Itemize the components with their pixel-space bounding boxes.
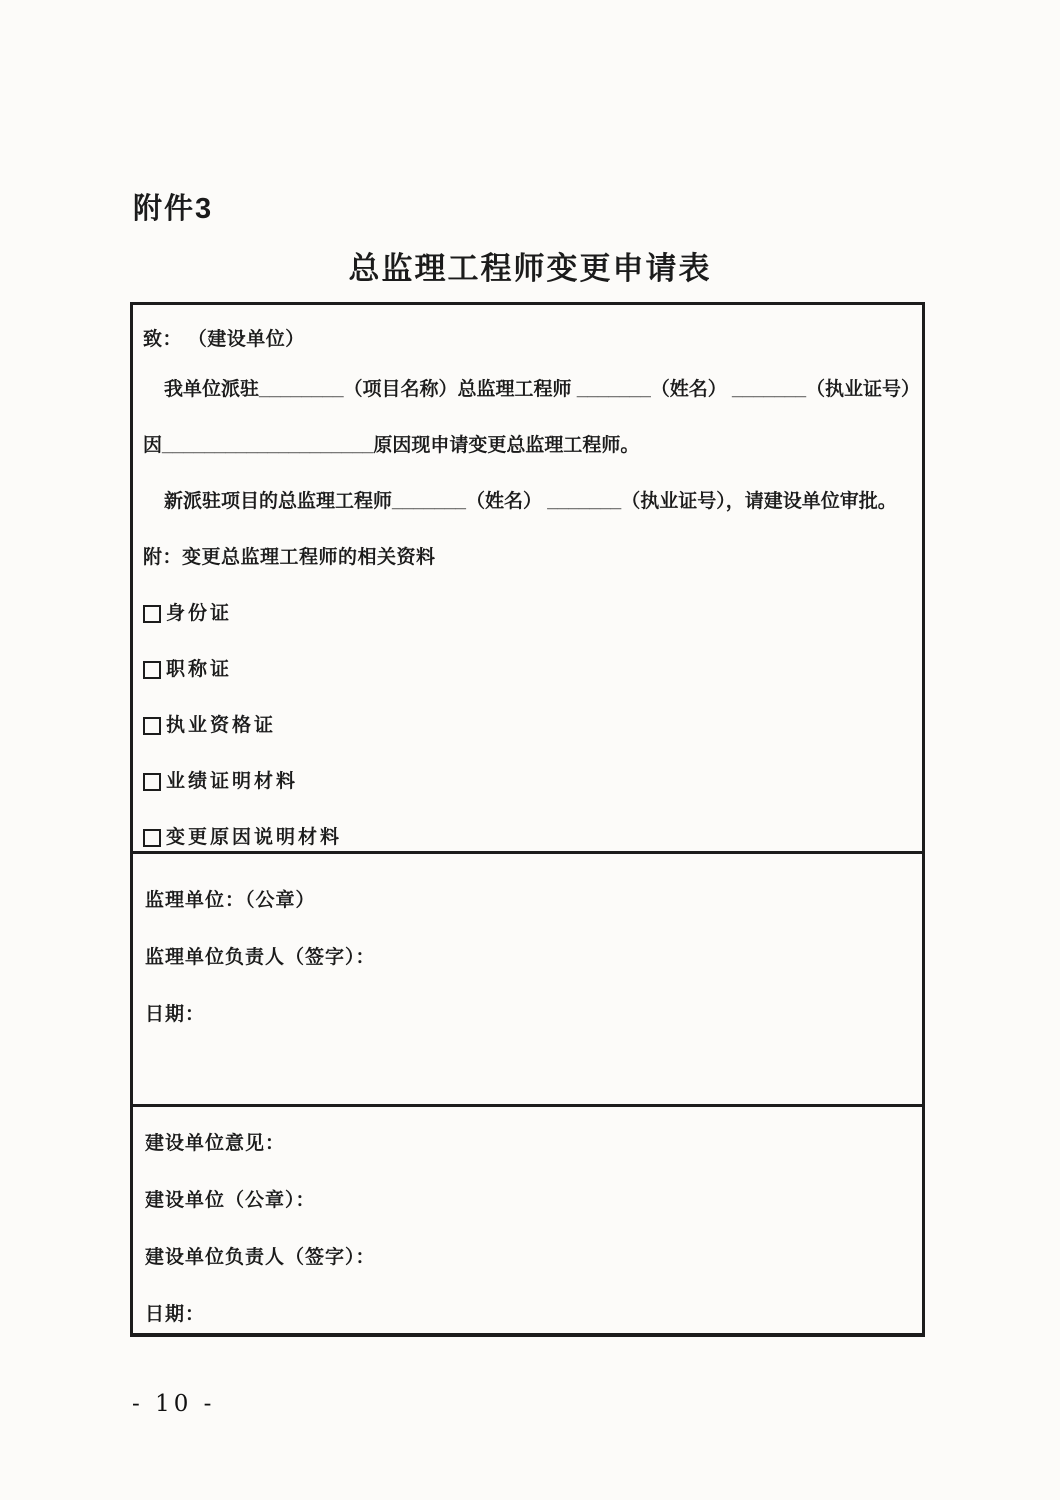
checklist-item-label: 身份证 (166, 603, 233, 624)
client-unit-date-line: 日期： (145, 1304, 206, 1325)
checkbox-icon (143, 661, 161, 679)
client-unit-signature-line: 建设单位负责人（签字）： (145, 1247, 376, 1268)
paragraph-new-engineer: 新派驻项目的总监理工程师_______（姓名） _______（执业证号），请建设单位审批。 (164, 491, 897, 512)
attachments-heading: 附：变更总监理工程师的相关资料 (143, 547, 436, 568)
checklist-item-id-card (143, 603, 916, 625)
checklist-item-label: 执业资格证 (166, 715, 277, 736)
paragraph-dispatch: 我单位派驻________（项目名称）总监理工程师 _______（姓名） _______（执业证号） (164, 379, 921, 400)
client-unit-opinion-line: 建设单位意见： (145, 1133, 286, 1154)
paragraph-reason: 因____________________原因现申请变更总监理工程师。 (143, 435, 640, 456)
checkbox-icon (143, 605, 161, 623)
checkbox-icon (143, 717, 161, 735)
supervisor-unit-date-line: 日期： (145, 1004, 206, 1025)
checklist-item-practice-cert (143, 715, 916, 737)
checklist-item-label: 职称证 (166, 659, 233, 680)
checklist-item-title-cert (143, 659, 916, 681)
checklist-item-performance-proof (143, 771, 916, 793)
page-title: 总监理工程师变更申请表 (348, 251, 712, 286)
form-section-application (133, 305, 922, 854)
checkbox-icon (143, 829, 161, 847)
checklist-item-label: 业绩证明材料 (166, 771, 299, 792)
client-unit-seal-line: 建设单位（公章）： (145, 1190, 316, 1211)
checklist-item-label: 变更原因说明材料 (166, 827, 343, 848)
salutation-line: 致： （建设单位） (143, 329, 305, 350)
supervisor-unit-seal-line: 监理单位：（公章） (145, 890, 316, 911)
page-number: - 10 - (132, 1391, 216, 1417)
attachment-label: 附件3 (133, 193, 214, 225)
checkbox-icon (143, 773, 161, 791)
form-section-supervisor-unit (133, 854, 922, 1107)
form-section-client-unit (133, 1107, 922, 1333)
supervisor-unit-signature-line: 监理单位负责人（签字）： (145, 947, 376, 968)
application-form-table (130, 302, 925, 1337)
checklist-item-change-reason (143, 827, 916, 849)
